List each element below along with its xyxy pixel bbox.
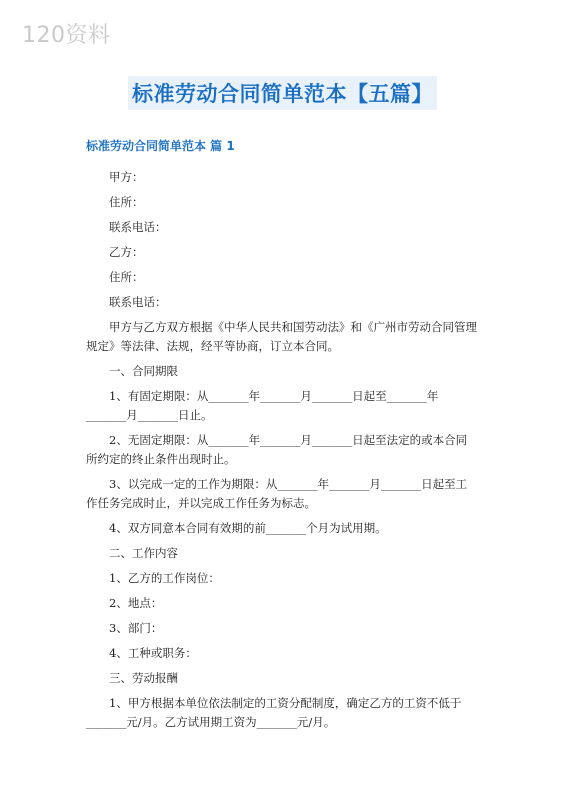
pay-heading: 三、劳动报酬 xyxy=(109,671,178,685)
work-clause-1: 1、乙方的工作岗位： xyxy=(109,571,220,585)
work-heading: 二、工作内容 xyxy=(109,546,178,560)
field-party-b: 乙方： xyxy=(109,245,144,259)
document-title-text: 标准劳动合同简单范本【五篇】 xyxy=(128,76,437,110)
term-heading: 一、合同期限 xyxy=(109,364,178,378)
pay-clause-1: 1、甲方根据本单位依法制定的工资分配制度，确定乙方的工资不低于_______元/月。乙方试用期工资为_______元/月。 xyxy=(86,696,462,729)
contract-body xyxy=(86,168,478,738)
term-clause-2: 2、无固定期限：从_______年_______月_______日起至法定的或本合同所约定的终止条件出现时止。 xyxy=(86,433,468,466)
term-clause-4: 4、双方同意本合同有效期的前_______个月为试用期。 xyxy=(109,521,387,535)
field-party-a: 甲方： xyxy=(109,170,144,184)
work-clause-3: 3、部门： xyxy=(109,621,163,635)
field-phone-a: 联系电话： xyxy=(109,220,167,234)
term-clause-3: 3、以完成一定的工作为期限：从_______年_______月_______日起至工作任务完成时止，并以完成工作任务为标志。 xyxy=(86,477,468,510)
section-heading: 标准劳动合同简单范本 篇 1 xyxy=(86,139,235,153)
term-clause-1: 1、有固定期限：从_______年_______月_______日起至_______年_______月_______日止。 xyxy=(86,389,439,422)
work-clause-4: 4、工种或职务： xyxy=(109,646,197,660)
field-address-b: 住所： xyxy=(109,270,144,284)
document-title xyxy=(0,76,565,110)
work-clause-2: 2、地点： xyxy=(109,596,163,610)
field-address-a: 住所： xyxy=(109,195,144,209)
field-phone-b: 联系电话： xyxy=(109,295,167,309)
intro-paragraph: 甲方与乙方双方根据《中华人民共和国劳动法》和《广州市劳动合同管理规定》等法律、法规，经平等协商，订立本合同。 xyxy=(86,320,477,353)
watermark-logo: 120资料 xyxy=(22,23,111,48)
